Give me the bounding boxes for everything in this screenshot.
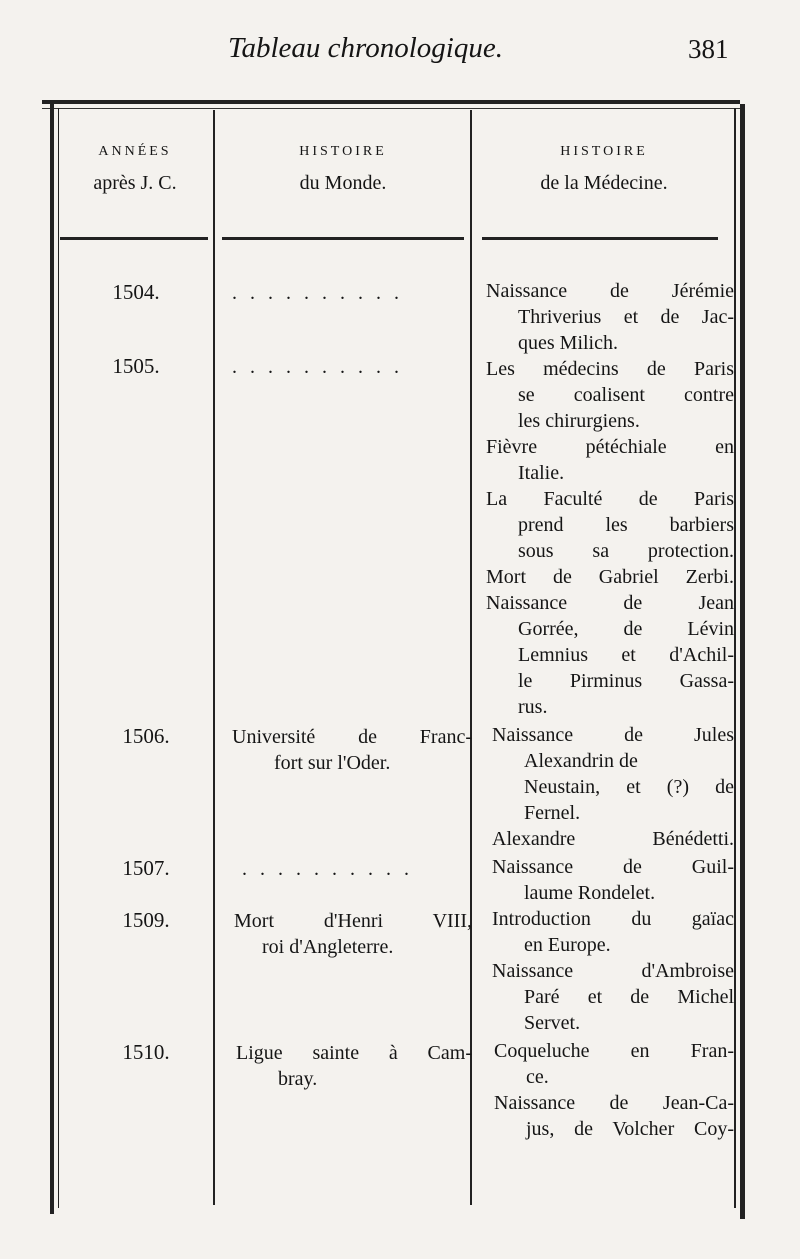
world-1510-line: bray. [278,1068,318,1090]
medicine-line: Naissance de Guil- [492,856,734,878]
medicine-line: Lemnius et d'Achil- [518,644,734,666]
medicine-line: le Pirminus Gassa- [518,670,734,692]
medicine-line: les chirurgiens. [518,410,640,432]
world-1506-line: Université de Franc- [232,726,472,748]
world-1506-line: fort sur l'Oder. [274,752,391,774]
medicine-line: Naissance de Jérémie [486,280,734,302]
page-title: Tableau chronologique. [228,32,503,64]
medicine-line: Thriverius et de Jac- [518,306,734,328]
world-1507: .......... [242,858,422,880]
year-1506: 1506. [122,724,170,748]
medicine-1505 [486,356,734,720]
left-border-thin [58,108,59,1208]
medicine-line: Paré et de Michel [524,986,734,1008]
header-rule [222,237,464,240]
medicine-line: en Europe. [524,934,611,956]
medicine-line: Alexandrin de [524,750,638,772]
year-1504: 1504. [112,280,160,304]
year-1510: 1510. [122,1040,170,1064]
year-1507: 1507. [122,856,170,880]
medicine-line: Introduction du gaïac [492,908,734,930]
world-1510-line: Ligue sainte à Cam- [236,1042,472,1064]
medicine-line: jus, de Volcher Coy- [526,1118,734,1140]
medicine-1507 [492,854,734,906]
medicine-line: Italie. [518,462,565,484]
column-world-subtitle: du Monde. [299,172,387,194]
medicine-line: Naissance d'Ambroise [492,960,734,982]
medicine-line: prend les barbiers [518,514,734,536]
world-1506 [222,724,472,776]
medicine-line: se coalisent contre [518,384,734,406]
world-1504: .......... [232,282,412,304]
header-rule [60,237,208,240]
world-1509-line: Mort d'Henri VIII, [234,910,472,932]
medicine-line: Gorrée, de Lévin [518,618,734,640]
world-1505: .......... [232,356,412,378]
top-rule [42,100,740,104]
column-years-title: ANNÉES [98,144,172,159]
year-1505: 1505. [112,354,160,378]
medicine-line: Neustain, et (?) de [524,776,734,798]
medicine-line: Servet. [524,1012,581,1034]
column-world-title: HISTOIRE [299,144,387,159]
medicine-line: Les médecins de Paris [486,358,734,380]
medicine-line: Naissance de Jean [486,592,734,614]
column-medicine-subtitle: de la Médecine. [540,172,668,194]
medicine-line: Naissance de Jules [492,724,734,746]
right-border-thin [734,108,736,1208]
column-world [218,144,468,195]
world-1509-line: roi d'Angleterre. [262,936,394,958]
medicine-1504 [486,278,734,356]
medicine-1506 [492,722,734,852]
medicine-line: ce. [526,1066,549,1088]
medicine-1510 [494,1038,734,1142]
left-border [50,104,54,1214]
medicine-line: Alexandre Bénédetti. [492,828,734,850]
medicine-line: sous sa protection. [518,540,734,562]
top-rule-thin [42,108,740,109]
medicine-line: rus. [518,696,548,718]
medicine-line: laume Rondelet. [524,882,656,904]
column-medicine-title: HISTOIRE [560,144,648,159]
column-medicine [476,144,732,195]
column-years [60,144,210,195]
medicine-line: Naissance de Jean-Ca- [494,1092,734,1114]
medicine-line: ques Milich. [518,332,618,354]
medicine-line: Coqueluche en Fran- [494,1040,734,1062]
medicine-1509 [492,906,734,1036]
page-number: 381 [688,34,729,64]
medicine-line: Fièvre pétéchiale en [486,436,734,458]
medicine-line: Mort de Gabriel Zerbi. [486,566,734,588]
column-years-subtitle: après J. C. [93,172,177,194]
medicine-line: La Faculté de Paris [486,488,734,510]
medicine-line: Fernel. [524,802,581,824]
world-1510 [222,1040,472,1092]
world-1509 [222,908,472,960]
year-1509: 1509. [122,908,170,932]
header-rule [482,237,718,240]
right-border [740,104,745,1219]
